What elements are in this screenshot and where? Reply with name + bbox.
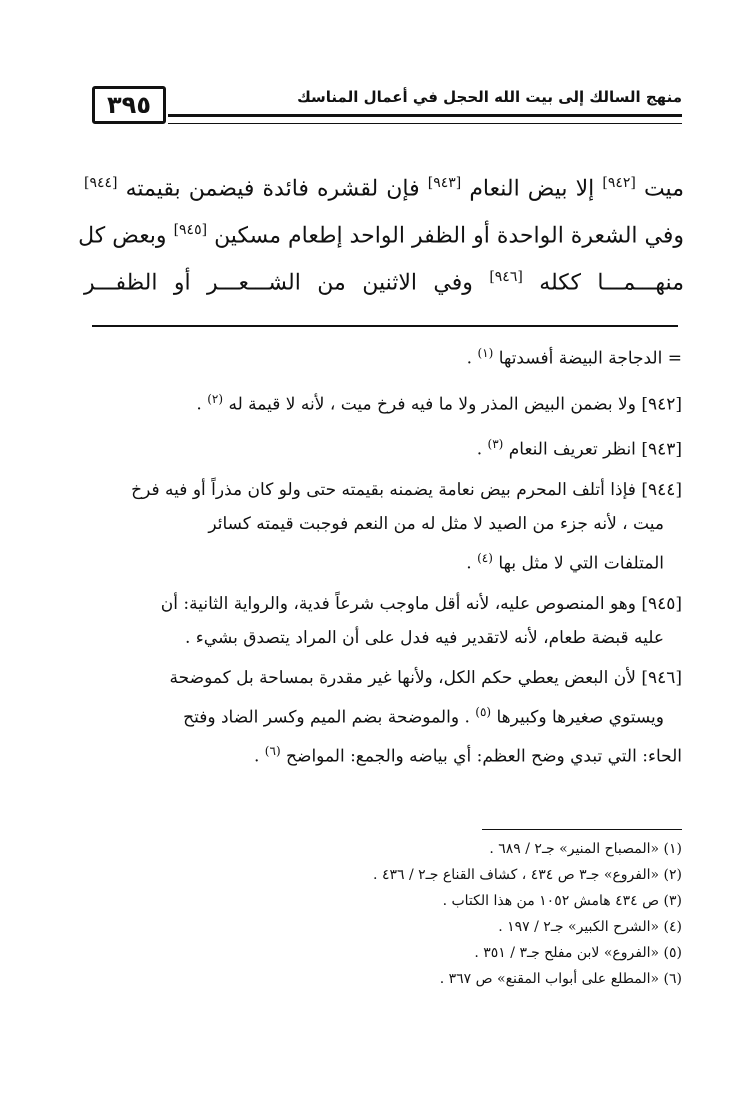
header-rule (168, 114, 682, 124)
notes-separator (92, 325, 678, 327)
main-line-2: وفي الشعرة الواحدة أو الظفر الواحد إطعام مسكين [٩٤٥] وبعض كل (78, 222, 684, 249)
note-continuation: = الدجاجة البيضة أفسدتها $^{(١)}$ . (466, 346, 682, 369)
note-943: [٩٤٣] انظر تعريف النعام $^{(٣)}$ . (476, 437, 682, 460)
note-944: [٩٤٤] فإذا أتلف المحرم بيض نعامة يضمنه بقيمته حتى ولو كان مذراً أو فيه فرخ ميت ، لأنه جزء من الصيد لا مثل له من النعم فوجبت قيمته كسائر المتلفات التي لا مثل بها $^{(٤)}$ . (131, 479, 682, 574)
footnote-3: (٣) ص ٤٣٤ هامش ١٠٥٢ من هذا الكتاب . (442, 893, 682, 909)
note-ref: [٩٤٣] (427, 175, 462, 191)
footnotes (90, 836, 682, 992)
note-942: [٩٤٢] ولا بضمن البيض المذر ولا ما فيه فرخ ميت ، لأنه لا قيمة له $^{(٢)}$ . (196, 391, 682, 415)
footnote-5: (٥) «الفروع» لابن مفلح جـ٣ / ٣٥١ . (474, 945, 682, 961)
footnote-6: (٦) «المطلع على أبواب المقنع» ص ٣٦٧ . (439, 971, 682, 987)
running-title: منهج السالك إلى بيت الله الحجل في أعمال المناسك (297, 88, 682, 106)
footnote-separator (482, 829, 682, 830)
page-header (92, 86, 682, 126)
footnote-4: (٤) «الشرح الكبير» جـ٢ / ١٩٧ . (498, 919, 682, 935)
note-ref: [٩٤٤] (84, 175, 118, 191)
commentary-notes (90, 336, 682, 780)
main-line-1: ميت [٩٤٢] إلا بيض النعام [٩٤٣] فإن لقشره فائدة فيضمن بقيمته [٩٤٤] (84, 175, 684, 202)
page-number: ٣٩٥ (92, 86, 166, 124)
main-line-3: منهـــمـــا ككله [٩٤٦] وفي الاثنين من الشـــعـــر أو الظفـــر (84, 269, 684, 296)
footnote-2: (٢) «الفروع» جـ٣ ص ٤٣٤ ، كشاف القناع جـ٢ / ٤٣٦ . (373, 867, 682, 883)
footnote-1: (١) «المصباح المنير» جـ٢ / ٦٨٩ . (489, 841, 682, 857)
note-ref: [٩٤٢] (602, 175, 636, 191)
note-945: [٩٤٥] وهو المنصوص عليه، لأنه أقل ماوجب شرعاً فدية، والرواية الثانية: أن عليه قبضة طعام، لأنه لاتقدير فيه فدل على أن المراد يتصدق بشيء . (160, 593, 682, 648)
note-ref: [٩٤٦] (489, 269, 523, 285)
main-text (78, 160, 684, 301)
note-946: [٩٤٦] لأن البعض يعطي حكم الكل، ولأنها غير مقدرة بمساحة بل كموضحة ويستوي صغيرها وكبيرها $^{(٥)}$ . والموضحة بضم الميم وكسر الضاد وفتح الحاء: التي تبدي وضح العظم: أي بياضه والجمع: المواضح $^{(٦)}$ . (169, 667, 682, 767)
note-ref: [٩٤٥] (173, 222, 208, 238)
